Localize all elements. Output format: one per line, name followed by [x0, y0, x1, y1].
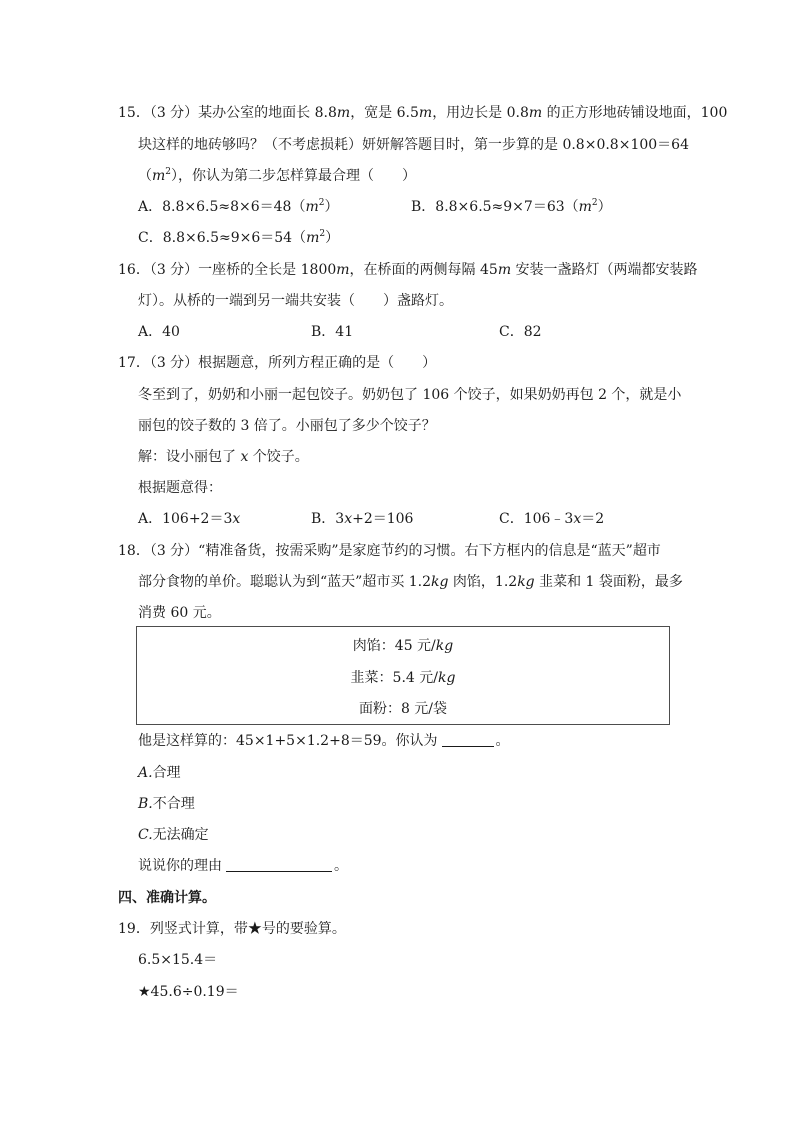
q17-option-b: B．3x+2＝106 [311, 511, 414, 527]
q15-line3: $(m^2)$，你认为第二步怎样算最合理（ ） [138, 167, 417, 184]
q17-number: 17． [118, 355, 150, 371]
q15-option-b: B．$8.8\times 6.5\approx 9\times 7=63(m^2)$ [411, 198, 612, 215]
q15-option-c: C．$8.8\times 6.5\approx 9\times 6=54(m^2)$ [138, 229, 340, 246]
section-title: 四、准确计算。 [118, 890, 216, 906]
q18-line4: 他是这样算的：45×1+5×1.2+8＝59。你认为 。 [138, 733, 510, 749]
q18-line2: 部分食物的单价。聪聪认为到“蓝天”超市买 1.2kg 肉馅，1.2kg 韭菜和 1 袋面粉，最多 [138, 574, 683, 590]
q17-line1: 17．（3 分）根据题意，所列方程正确的是（ ） [118, 355, 437, 371]
q19-number: 19． [118, 921, 150, 937]
reason-blank[interactable] [226, 857, 332, 872]
q15-option-a: A．$8.8\times 6.5\approx 8\times 6=48(m^2)$ [138, 198, 339, 215]
q16-option-a: A．40 [138, 324, 180, 340]
q19-line1: 19．列竖式计算，带★号的要验算。 [118, 921, 346, 937]
q16-line1: 16．（3 分）一座桥的全长是 1800m，在桥面的两侧每隔 45m 安装一盏路灯（两端都安装路 [118, 262, 698, 278]
q17-line5: 根据题意得： [138, 480, 222, 496]
q18-option-c: C.无法确定 [138, 827, 209, 843]
q18-number: 18． [118, 543, 150, 559]
q17-line2: 冬至到了，奶奶和小丽一起包饺子。奶奶包了 106 个饺子，如果奶奶再包 2 个，就是小 [138, 387, 682, 403]
price-info-box [136, 626, 670, 725]
q16-option-c: C．82 [499, 324, 542, 340]
q15-number: 15． [118, 105, 150, 121]
q15-line2: 块这样的地砖够吗？（不考虑损耗）妍妍解答题目时，第一步算的是 0.8×0.8×100＝64 [138, 137, 689, 153]
q16-number: 16． [118, 262, 150, 278]
q19-expression-2: ★45.6÷0.19＝ [138, 984, 239, 1000]
q18-line1: 18．（3 分）“精准备货，按需采购”是家庭节约的习惯。右下方框内的信息是“蓝天”超市 [118, 543, 661, 559]
q15-line1: 15．（3 分）某办公室的地面长 8.8m，宽是 6.5m，用边长是 0.8m 的正方形地砖铺设地面，100 [118, 105, 728, 121]
price-meat-filling: 肉馅：45 元/kg [352, 638, 454, 654]
q16-option-b: B．41 [311, 324, 354, 340]
price-chives: 韭菜：5.4 元/kg [350, 670, 456, 686]
answer-blank[interactable] [442, 732, 494, 747]
q17-line4: 解：设小丽包了 x 个饺子。 [138, 449, 309, 465]
q18-reason-line: 说说你的理由 。 [138, 858, 348, 874]
q18-option-a: A.合理 [138, 765, 181, 781]
q18-line3: 消费 60 元。 [138, 605, 221, 621]
q19-expression-1: 6.5×15.4＝ [138, 952, 218, 968]
price-flour: 面粉：8 元/袋 [358, 701, 448, 717]
q17-option-a: A．106+2＝3x [138, 511, 241, 527]
q17-option-c: C．106﹣3x＝2 [499, 511, 605, 527]
q17-line3: 丽包的饺子数的 3 倍了。小丽包了多少个饺子？ [138, 418, 436, 434]
q16-line2: 灯）。从桥的一端到另一端共安装（ ）盏路灯。 [138, 293, 453, 309]
q18-option-b: B.不合理 [138, 796, 195, 812]
